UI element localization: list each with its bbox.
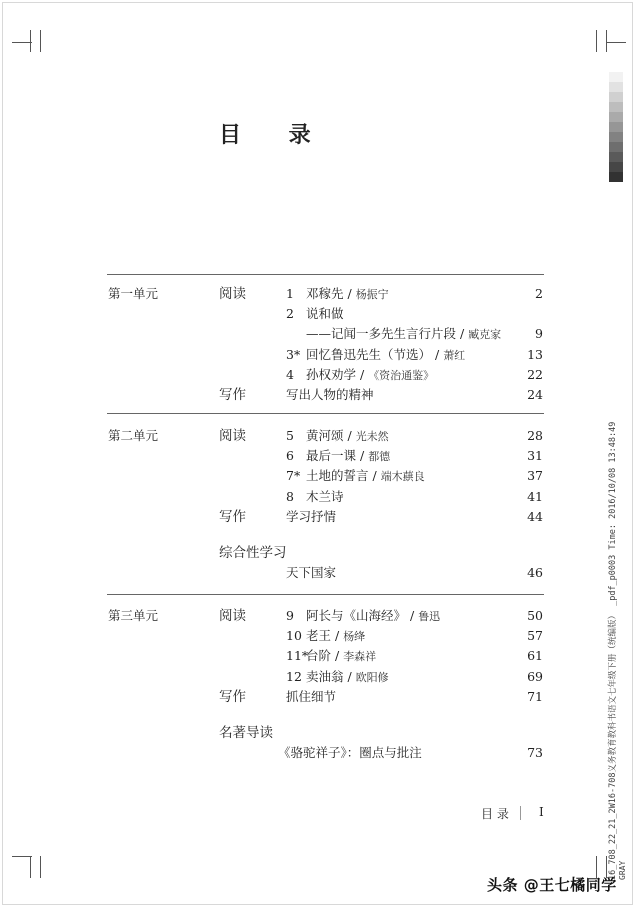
lesson-title-text: ——记闻一多先生言行片段 [306,326,457,342]
page-number: 28 [527,428,543,443]
author-separator: / [431,346,444,362]
toc-entry[interactable] [0,606,637,626]
page-number: 2 [535,286,543,301]
toc-entry[interactable] [0,687,637,707]
author-separator: / [331,628,344,644]
section-rule [107,594,544,595]
lesson-title-text: 阿长与《山海经》 [306,608,407,623]
author-name: 端木蕻良 [380,470,425,484]
lesson-title [306,304,344,324]
page-number: 69 [527,668,543,684]
author-separator: / [356,448,369,464]
toc-entry[interactable] [0,324,637,344]
lesson-title [306,365,434,386]
lesson-number: 3* [286,346,301,362]
footer-divider [520,806,521,820]
gray-scale-cell [609,172,623,182]
toc-entry[interactable] [0,543,637,563]
page-number: 37 [527,468,543,484]
lesson-number: 11* [286,648,309,664]
category-label: 写作 [219,508,246,525]
unit-label: 第一单元 [108,286,159,301]
lesson-number: 2 [286,306,294,322]
toc-entry[interactable] [0,446,637,466]
lesson-number: 5 [286,428,294,443]
category-label: 综合性学习 [219,545,287,561]
lesson-number: 6 [286,448,294,464]
author-name: 都德 [368,450,391,464]
author-name: 《资治通鉴》 [368,368,435,382]
category-label: 写作 [219,387,246,403]
toc-entry[interactable] [0,743,637,763]
lesson-title [278,743,422,763]
lesson-title [306,466,425,487]
author-separator: / [368,468,381,484]
author-separator: / [406,608,419,623]
author-separator: / [456,326,469,342]
lesson-title [286,563,336,583]
gray-scale-cell [609,162,623,172]
category-label: 阅读 [219,286,246,302]
lesson-title [306,646,376,667]
gray-scale-cell [609,122,623,132]
author-name: 臧克家 [468,328,502,342]
toc-entry[interactable] [0,563,637,583]
page-number: 9 [535,326,543,342]
unit-label: 第三单元 [108,608,159,623]
page-number: 41 [527,488,543,504]
author-separator: / [331,648,344,664]
toc-entry[interactable] [0,304,637,324]
footer-page-number: I [539,805,544,819]
author-name: 李森祥 [343,650,377,664]
author-name: 鲁迅 [418,610,441,623]
toc-entry[interactable] [0,646,637,666]
section-rule [107,413,544,414]
toc-entry[interactable] [0,723,637,743]
lesson-number: 1 [286,286,294,301]
page-number: 46 [527,565,543,581]
lesson-title-text: 土地的誓言 [306,468,369,484]
lesson-title [306,487,344,507]
author-name: 光未然 [355,430,389,443]
toc-entry[interactable] [0,284,637,304]
author-separator: / [343,286,356,301]
lesson-title [286,385,374,405]
author-name: 萧红 [443,348,466,362]
toc-entry[interactable] [0,466,637,486]
page-number: 22 [527,366,543,382]
category-label: 阅读 [219,608,246,624]
lesson-number: 7* [286,468,301,484]
lesson-title-text: 说和做 [306,306,344,322]
gray-scale-cell [609,132,623,142]
toc-entry[interactable] [0,507,637,527]
lesson-title [306,426,389,447]
page-number: 61 [527,648,543,664]
author-separator: / [343,428,356,443]
gray-scale-cell [609,72,623,82]
lesson-title [306,667,389,688]
lesson-title [306,345,465,366]
toc-entry[interactable] [0,426,637,446]
lesson-title [286,687,336,707]
category-label: 名著导读 [219,725,273,741]
gray-scale-cell [609,142,623,152]
lesson-title-text: 抓住细节 [286,688,337,704]
gray-scale-bar [609,72,623,182]
page-number: 13 [527,346,543,362]
lesson-title [306,324,501,345]
lesson-title-text: 卖油翁 [306,668,344,684]
lesson-title-text: 天下国家 [286,565,337,581]
toc-entry[interactable] [0,487,637,507]
lesson-title-text: 黄河颂 [306,428,344,443]
category-label: 阅读 [219,428,246,444]
page-number: 57 [527,628,543,644]
category-label: 写作 [219,688,246,705]
side-print-line2: GRAY [618,860,627,880]
lesson-title [306,626,365,647]
author-name: 杨振宁 [355,288,389,301]
gray-scale-cell [609,82,623,92]
author-separator: / [343,668,356,684]
lesson-number: 10 [286,628,302,644]
lesson-number: 9 [286,608,294,623]
lesson-title-text: 老王 [306,628,332,644]
gray-scale-cell [609,152,623,162]
lesson-title-text: 孙权劝学 [306,366,357,382]
lesson-number: 12 [286,668,302,684]
page-number: 44 [527,508,543,524]
lesson-title [306,446,390,467]
page-number: 50 [527,608,543,623]
lesson-title [286,507,336,527]
lesson-title-text: 邓稼先 [306,286,344,301]
lesson-title-text: 木兰诗 [306,488,344,504]
page-number: 73 [527,745,543,761]
lesson-number: 4 [286,366,294,382]
lesson-title-text: 写出人物的精神 [286,387,374,402]
section-rule [107,274,544,275]
page-number: 71 [527,688,543,704]
page-number: 24 [527,387,543,402]
author-name: 欧阳修 [355,670,389,684]
toc-entry[interactable] [0,365,637,385]
author-name: 杨绛 [343,630,366,644]
toc-entry[interactable] [0,345,637,365]
gray-scale-cell [609,102,623,112]
page-title: 目 录 [219,122,331,148]
lesson-title-text: 最后一课 [306,448,357,464]
lesson-title-text: 《骆驼祥子》：圈点与批注 [278,745,422,761]
lesson-title [306,284,389,305]
toc-entry[interactable] [0,385,637,405]
lesson-title-text: 回忆鲁迅先生（节选） [306,346,432,362]
lesson-title-text: 学习抒情 [286,508,337,524]
watermark: 头条 @王七橘同学 [487,876,617,894]
side-print-line1: 16_708_22_21_2W16-708义务教育教科书语文七年级下册（统编版） _pdf_p0003 Time: 2016/10/08 13:48:49 [608,421,618,880]
lesson-title [306,606,440,627]
author-separator: / [356,366,369,382]
footer-label: 目 录 [481,807,509,821]
toc-entry[interactable] [0,667,637,687]
toc-entry[interactable] [0,626,637,646]
lesson-title-text: 台阶 [306,648,332,664]
gray-scale-cell [609,92,623,102]
unit-label: 第二单元 [108,428,159,443]
lesson-number: 8 [286,488,294,504]
page-number: 31 [527,448,543,464]
gray-scale-cell [609,112,623,122]
